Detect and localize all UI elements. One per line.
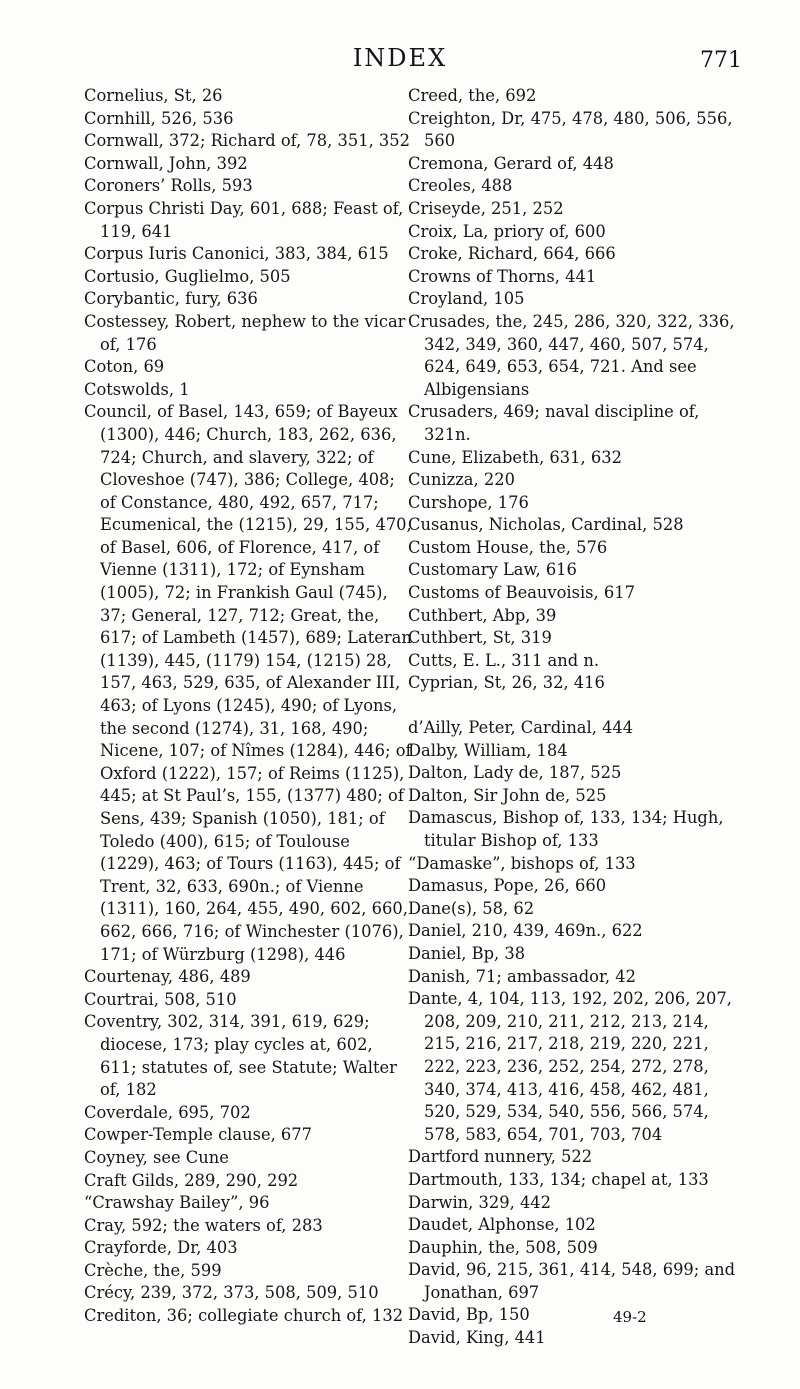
index-entry: Dartmouth, 133, 134; chapel at, 133 (408, 1169, 709, 1189)
index-entry: Cuthbert, St, 319 (408, 628, 552, 648)
index-entry: Customs of Beauvoisis, 617 (408, 583, 635, 603)
index-entry: Daudet, Alphonse, 102 (408, 1215, 596, 1235)
index-entry: Cremona, Gerard of, 448 (408, 153, 614, 173)
index-entry: Creed, the, 692 (408, 86, 537, 105)
index-entry: “Crawshay Bailey”, 96 (84, 1193, 270, 1213)
index-entry: Dalton, Sir John de, 525 (408, 785, 607, 805)
index-entry: d’Ailly, Peter, Cardinal, 444 (408, 718, 634, 738)
index-entry: Crediton, 36; collegiate church of, 132 (84, 1306, 404, 1326)
index-entry: Crusades, the, 245, 286, 320, 322, 336, 342, 349, 360, 447, 460, 507, 574, 624, 649, 653, 654, 721. And see Albigensians (408, 311, 735, 399)
index-entry: Coventry, 302, 314, 391, 619, 629; diocese, 173; play cycles at, 602, 611; statutes of, see Statute; Walter of, 182 (84, 1012, 397, 1100)
index-entry: Crèche, the, 599 (84, 1260, 222, 1280)
index-entry: Cornwall, John, 392 (84, 153, 248, 173)
page-number: 771 (700, 48, 742, 73)
index-entry: Croix, La, priory of, 600 (408, 221, 606, 241)
index-entry: Crayforde, Dr, 403 (84, 1238, 238, 1258)
index-column-left (84, 85, 414, 1328)
index-entry: Corpus Iuris Canonici, 383, 384, 615 (84, 244, 389, 264)
index-entry: Danish, 71; ambassador, 42 (408, 966, 637, 986)
running-head: INDEX (352, 44, 448, 72)
index-entry: Croyland, 105 (408, 289, 525, 309)
index-entry: Dalby, William, 184 (408, 740, 568, 760)
index-entry: Corpus Christi Day, 601, 688; Feast of, 119, 641 (84, 198, 404, 241)
index-entry: Cornhill, 526, 536 (84, 108, 234, 128)
index-entry: Cutts, E. L., 311 and n. (408, 650, 600, 670)
index-entry: Council, of Basel, 143, 659; of Bayeux (1300), 446; Church, 183, 262, 636, 724; Church, and slavery, 322; of Cloveshoe (747), 386; College, 408; of Constance, 480, 492, 657, 717; Ecumenical, the (1215), 29, 155, 470, of Basel, 606, of Florence, 417, of Vienne (1311), 172; of Eynsham (1005), 72; in Frankish Gaul (745), 37; General, 127, 712; Great, the, 617; of Lambeth (1457), 689; Lateran (1139), 445, (1179) 154, (1215) 28, 157, 463, 529, 635, of Alexander III, 463; of Lyons (1245), 490; of Lyons, the second (1274), 31, 168, 490; Nicene, 107; of Nîmes (1284), 446; of Oxford (1222), 157; of Reims (1125), 445; at St Paul’s, 155, (1377) 480; of Sens, 439; Spanish (1050), 181; of Toledo (400), 615; of Toulouse (1229), 463; of Tours (1163), 445; of Trent, 32, 633, 690n.; of Vienne (1311), 160, 264, 455, 490, 602, 660, 662, 666, 716; of Winchester (1076), 171; of Würzburg (1298), 446 (84, 402, 412, 964)
index-entry: Daniel, 210, 439, 469n., 622 (408, 921, 643, 941)
index-entry: Curshope, 176 (408, 492, 529, 512)
index-entry: Corybantic, fury, 636 (84, 289, 258, 309)
index-entry: Cortusio, Guglielmo, 505 (84, 266, 291, 286)
index-entry: Coton, 69 (84, 357, 165, 377)
index-entry: Crusaders, 469; naval discipline of, 321n. (408, 402, 700, 444)
index-entry: Coroners’ Rolls, 593 (84, 176, 253, 196)
index-entry: Dane(s), 58, 62 (408, 898, 535, 918)
index-entry: Creighton, Dr, 475, 478, 480, 506, 556, 560 (408, 108, 733, 151)
index-entry: Cornwall, 372; Richard of, 78, 351, 352 (84, 131, 410, 151)
index-entry: David, 96, 215, 361, 414, 548, 699; and Jonathan, 697 (408, 1260, 736, 1302)
index-entry: Creoles, 488 (408, 176, 513, 196)
index-entry: David, King, 441 (408, 1328, 546, 1348)
index-entry: Custom House, the, 576 (408, 537, 608, 557)
index-entry: Dalton, Lady de, 187, 525 (408, 763, 622, 783)
signature-mark: 49-2 (613, 1308, 647, 1326)
index-column-right (408, 85, 738, 1350)
index-entry: Darwin, 329, 442 (408, 1192, 552, 1212)
index-entry: Costessey, Robert, nephew to the vicar of, 176 (84, 311, 406, 354)
index-entry: David, Bp, 150 (408, 1305, 530, 1325)
index-entry: Cowper-Temple clause, 677 (84, 1125, 313, 1145)
index-entry: Cune, Elizabeth, 631, 632 (408, 447, 622, 467)
index-entry: Damasus, Pope, 26, 660 (408, 876, 607, 896)
index-entry: Crowns of Thorns, 441 (408, 266, 597, 286)
index-entry: Cyprian, St, 26, 32, 416 (408, 673, 605, 693)
index-entry: Cunizza, 220 (408, 470, 515, 490)
index-entry: Crécy, 239, 372, 373, 508, 509, 510 (84, 1283, 379, 1303)
index-entry: Courtenay, 486, 489 (84, 967, 251, 987)
index-entry: Courtrai, 508, 510 (84, 989, 237, 1009)
index-entry: Cray, 592; the waters of, 283 (84, 1215, 323, 1235)
index-entry: Cornelius, St, 26 (84, 86, 223, 105)
index-entry: Dauphin, the, 508, 509 (408, 1237, 598, 1257)
index-entry: Craft Gilds, 289, 290, 292 (84, 1170, 299, 1190)
index-entry: Cusanus, Nicholas, Cardinal, 528 (408, 515, 684, 535)
index-entry: Cotswolds, 1 (84, 379, 190, 399)
index-entry: Criseyde, 251, 252 (408, 198, 564, 218)
index-entry: “Damaske”, bishops of, 133 (408, 853, 636, 873)
index-entry: Damascus, Bishop of, 133, 134; Hugh, titular Bishop of, 133 (408, 808, 724, 850)
index-entry: Coverdale, 695, 702 (84, 1102, 251, 1122)
index-entry: Coyney, see Cune (84, 1147, 229, 1167)
index-entry: Dante, 4, 104, 113, 192, 202, 206, 207, 208, 209, 210, 211, 212, 213, 214, 215, 216, 217, 218, 219, 220, 221, 222, 223, 236, 252, 254, 272, 278, 340, 374, 413, 416, 458, 462, 481, 520, 529, 534, 540, 556, 566, 574, 578, 583, 654, 701, 703, 704 (408, 989, 732, 1144)
index-entry: Dartford nunnery, 522 (408, 1147, 593, 1167)
index-entry: Daniel, Bp, 38 (408, 943, 526, 963)
index-entry: Customary Law, 616 (408, 560, 577, 580)
index-entry: Croke, Richard, 664, 666 (408, 244, 616, 264)
index-entry: Cuthbert, Abp, 39 (408, 605, 557, 625)
